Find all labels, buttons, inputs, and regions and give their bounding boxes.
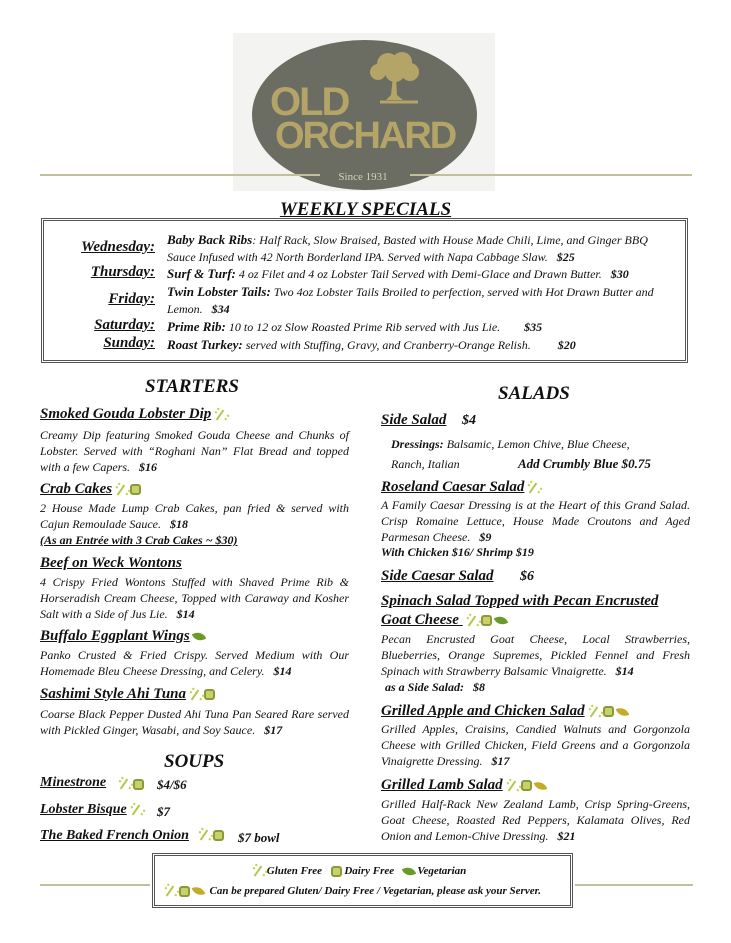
gluten-free-icon [118, 778, 130, 790]
legend-box [152, 853, 573, 908]
special-day: Sunday: [103, 335, 155, 351]
salad-title: Side Salad [381, 412, 447, 428]
soup-price: $4/$6 [157, 777, 187, 792]
salad-title-line2: Goat Cheese [381, 612, 507, 629]
starter-title: Sashimi Style Ahi Tuna [40, 686, 215, 703]
special-desc: Roast Turkey: served with Stuffing, Gravy, and Cranberry-Orange Relish. $20 [167, 337, 576, 352]
salad-desc: A Family Caesar Dressing is at the Heart of this Grand Salad. Crisp Romaine Lettuce, House Made Croutons and Aged Parmesan Cheese. $9 [381, 498, 690, 544]
salad-title: Grilled Lamb Salad [381, 777, 546, 794]
salad-desc: Pecan Encrusted Goat Cheese, Local Strawberries, Blueberries, Orange Supremes, Pickled Fennel and Fresh Spinach with Strawberry Balsamic Vinaigrette. $14 [381, 632, 690, 678]
logo-since: Since 1931 [338, 171, 388, 183]
gluten-free-icon [198, 829, 210, 841]
dairy-free-icon [213, 830, 224, 841]
special-desc: Surf & Turf: 4 oz Filet and 4 oz Lobster Tail Served with Demi-Glace and Drawn Butter. $30 [167, 266, 629, 281]
can-be-prepared-icon [533, 779, 547, 792]
gluten-free-icon [506, 780, 518, 792]
gluten-free-icon [252, 865, 264, 877]
vegetarian-icon [401, 865, 415, 878]
soup-title: Lobster Bisque [40, 802, 142, 818]
starter-title: Beef on Weck Wontons [40, 555, 182, 571]
special-desc: Prime Rib: 10 to 12 oz Slow Roasted Prime Rib served with Jus Lie. $35 [167, 319, 543, 334]
dairy-free-icon [179, 886, 190, 897]
divider [410, 174, 692, 176]
gluten-free-icon [130, 804, 142, 816]
starter-desc: 2 House Made Lump Crab Cakes, pan fried & served with Cajun Remoulade Sauce. $18 [40, 501, 349, 531]
can-be-prepared-icon [615, 705, 629, 718]
divider [40, 884, 150, 886]
divider [40, 174, 320, 176]
can-be-prepared-icon [192, 885, 206, 898]
starters-title: STARTERS [145, 376, 239, 397]
salad-addon: Add Crumbly Blue $0.75 [518, 456, 651, 471]
starter-desc: Creamy Dip featuring Smoked Gouda Cheese and Chunks of Lobster. Served with “Roghani Nan” Flat Bread and topped with a few Capers. $16 [40, 428, 349, 474]
logo-word-old: OLD [270, 80, 349, 124]
logo-word-orchard: ORCHARD [275, 115, 456, 157]
starter-title: Smoked Gouda Lobster Dip [40, 406, 226, 423]
tree-icon [358, 50, 428, 115]
dressings-line: Dressings: Balsamic, Lemon Chive, Blue Cheese, [391, 437, 630, 451]
dairy-free-icon [204, 689, 215, 700]
special-day: Saturday: [94, 317, 155, 333]
vegetarian-icon [493, 614, 507, 627]
gluten-free-icon [189, 689, 201, 701]
soup-price: $7 [157, 804, 170, 819]
gluten-free-icon [527, 482, 539, 494]
soup-icons [115, 775, 144, 793]
salad-title: Side Caesar Salad [381, 568, 494, 584]
legend-line-2: Can be prepared Gluten/ Dairy Free / Vegetarian, please ask your Server. [161, 885, 541, 897]
salads-title: SALADS [498, 383, 570, 404]
salad-desc: Grilled Apples, Craisins, Candied Walnuts and Gorgonzola Cheese with Grilled Chicken, Field Greens and a Gorgonzola Vinaigrette Dressing. $17 [381, 722, 690, 768]
special-day: Thursday: [90, 264, 155, 280]
soup-icons [195, 826, 224, 844]
soup-price: $7 bowl [238, 830, 280, 845]
salad-title: Roseland Caesar Salad [381, 479, 539, 496]
dairy-free-icon [521, 780, 532, 791]
starter-extra: (As an Entrée with 3 Crab Cakes ~ $30) [40, 533, 238, 547]
dairy-free-icon [133, 779, 144, 790]
specials-box [41, 218, 688, 363]
salad-side-option: as a Side Salad: $8 [385, 680, 486, 694]
special-desc: Twin Lobster Tails: Two 4oz Lobster Tails Broiled to perfection, served with Hot Drawn Butter and Lemon. $34 [167, 284, 654, 316]
soup-title: The Baked French Onion [40, 828, 189, 843]
soup-title: Minestrone [40, 775, 107, 790]
salad-desc: Grilled Half-Rack New Zealand Lamb, Crisp Spring-Greens, Goat Cheese, Roasted Red Peppers, Kalamata Olives, Red Onion and Lemon-Chive Dressing. $21 [381, 797, 690, 843]
starter-title: Crab Cakes [40, 481, 141, 498]
gluten-free-icon [588, 706, 600, 718]
specials-title: WEEKLY SPECIALS [279, 199, 452, 220]
special-desc: Baby Back Ribs: Half Rack, Slow Braised, Basted with House Made Chili, Lime, and Ginger BBQ Sauce Infused with 42 North Borderland IPA. Served with Napa Cabbage Slaw. $25 [167, 232, 648, 264]
dressings-line-2: Ranch, Italian [391, 457, 460, 471]
starter-desc: 4 Crispy Fried Wontons Stuffed with Shaved Prime Rib & Horseradish Cream Cheese, Topped with Caraway and Kosher Salt with a Side of Jus Lie. $14 [40, 575, 349, 621]
salad-title: Spinach Salad Topped with Pecan Encrusted [381, 593, 659, 609]
gluten-free-icon [115, 484, 127, 496]
gluten-free-icon [466, 615, 478, 627]
starter-desc: Panko Crusted & Fried Crispy. Served Medium with Our Homemade Bleu Cheese Dressing, and Celery. $14 [40, 648, 349, 678]
special-day: Friday: [108, 291, 155, 307]
salad-price: $6 [520, 569, 534, 584]
vegetarian-icon [192, 630, 206, 643]
dairy-free-icon [481, 615, 492, 626]
dairy-free-icon [603, 706, 614, 717]
starter-title: Buffalo Eggplant Wings [40, 628, 205, 645]
dairy-free-icon [130, 484, 141, 495]
gluten-free-icon [214, 409, 226, 421]
divider [575, 884, 693, 886]
legend-line-1: Gluten Free Dairy Free Vegetarian [249, 865, 466, 877]
special-day: Wednesday: [81, 239, 155, 255]
salad-price: $4 [462, 413, 476, 428]
soups-title: SOUPS [164, 751, 225, 772]
salad-title: Grilled Apple and Chicken Salad [381, 703, 628, 720]
dairy-free-icon [331, 866, 342, 877]
salad-extra: With Chicken $16/ Shrimp $19 [381, 545, 534, 559]
gluten-free-icon [164, 885, 176, 897]
starter-desc: Coarse Black Pepper Dusted Ahi Tuna Pan Seared Rare served with Pickled Ginger, Wasabi, and Soy Sauce. $17 [40, 707, 349, 737]
